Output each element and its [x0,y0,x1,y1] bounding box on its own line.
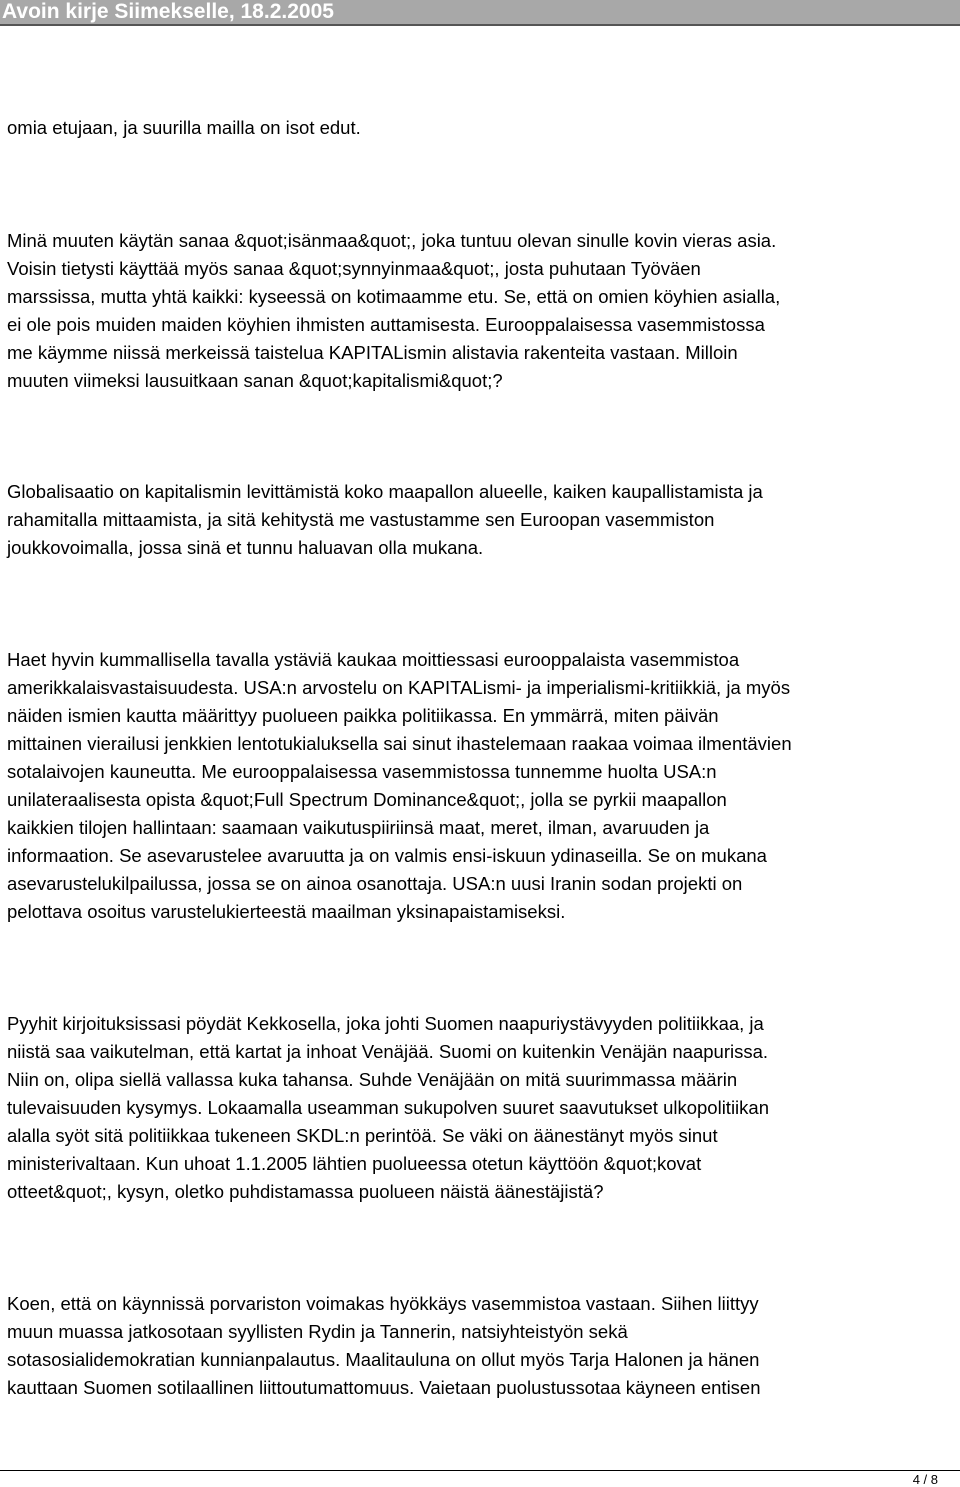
text-line: pelottava osoitus varustelukierteestä maailman yksinapaistamiseksi. [7,901,566,922]
text-line: marssissa, mutta yhtä kaikki: kyseessä on kotimaamme etu. Se, että on omien köyhien asialla, [7,286,781,307]
text-line: otteet&quot;, kysyn, oletko puhdistamassa puolueen näistä äänestäjistä? [7,1181,604,1202]
text-line: Minä muuten käytän sanaa &quot;isänmaa&quot;, joka tuntuu olevan sinulle kovin vieras asia. [7,230,777,251]
text-line: näiden ismien kautta määrittyy puolueen paikka politiikassa. En ymmärrä, miten päivän [7,705,719,726]
text-line: Haet hyvin kummallisella tavalla ystäviä kaukaa moittiessasi eurooppalaista vasemmistoa [7,649,740,670]
paragraph-6 [7,1290,959,1402]
text-line: muun muassa jatkosotaan syyllisten Rydin ja Tannerin, natsiyhteistyön sekä [7,1321,628,1342]
text-line: amerikkalaisvastaisuudesta. USA:n arvostelu on KAPITALismi- ja imperialismi-kritiikkiä, ja myös [7,677,791,698]
text-line: muuten viimeksi lausuitkaan sanan &quot;kapitalismi&quot;? [7,370,503,391]
paragraph-2 [7,227,959,395]
text-line: alalla syöt sitä politiikkaa tukeneen SKDL:n perintöä. Se väki on äänestänyt myös sinut [7,1125,718,1146]
header-divider [0,24,960,26]
paragraph-5 [7,1010,959,1206]
text-line: Pyyhit kirjoituksissasi pöydät Kekkosella, joka johti Suomen naapuriystävyyden politiikkaa, ja [7,1013,764,1034]
text-line: unilateraalisesta opista &quot;Full Spectrum Dominance&quot;, jolla se pyrkii maapallon [7,789,727,810]
paragraph-1 [7,114,959,142]
page-number: 4 / 8 [912,1472,938,1487]
paragraph-3 [7,478,959,562]
text-line: kauttaan Suomen sotilaallinen liittoutumattomuus. Vaietaan puolustussotaa käyneen entisen [7,1377,761,1398]
text-line: kaikkien tilojen hallintaan: saamaan vaikutuspiiriinsä maat, meret, ilman, avaruuden ja [7,817,710,838]
text-line: ministerivaltaan. Kun uhoat 1.1.2005 lähtien puolueessa otetun käyttöön &quot;kovat [7,1153,702,1174]
text-line: tulevaisuuden kysymys. Lokaamalla useamman sukupolven suuret saavutukset ulkopolitiikan [7,1097,769,1118]
page-header [0,0,960,24]
text-line: Globalisaatio on kapitalismin levittämistä koko maapallon alueelle, kaiken kaupallistamista ja [7,481,763,502]
text-line: mittainen vierailusi jenkkien lentotukialuksella sai sinut ihastelemaan raakaa voimaa ilmentävien [7,733,792,754]
text-line: sotalaivojen kauneutta. Me eurooppalaisessa vasemmistossa tunnemme huolta USA:n [7,761,717,782]
text-line: omia etujaan, ja suurilla mailla on isot edut. [7,117,361,138]
paragraph-4 [7,646,959,926]
text-line: joukkovoimalla, jossa sinä et tunnu haluavan olla mukana. [7,537,484,558]
text-line: asevarustelukilpailussa, jossa se on ainoa osanottaja. USA:n uusi Iranin sodan projekti on [7,873,743,894]
text-line: Koen, että on käynnissä porvariston voimakas hyökkäys vasemmistoa vastaan. Siihen liittyy [7,1293,759,1314]
text-line: niistä saa vaikutelman, että kartat ja inhoat Venäjää. Suomi on kuitenkin Venäjän naapurissa. [7,1041,769,1062]
text-line: Voisin tietysti käyttää myös sanaa &quot;synnyinmaa&quot;, josta puhutaan Työväen [7,258,701,279]
text-line: me käymme niissä merkeissä taistelua KAPITALismin alistavia rakenteita vastaan. Milloin [7,342,738,363]
text-line: informaation. Se asevarustelee avaruutta ja on valmis ensi-iskuun ydinaseilla. Se on mukana [7,845,767,866]
text-line: Niin on, olipa siellä vallassa kuka tahansa. Suhde Venäjään on mitä suurimmassa määrin [7,1069,738,1090]
text-line: ei ole pois muiden maiden köyhien ihmisten auttamisesta. Eurooppalaisessa vasemmistossa [7,314,765,335]
footer-divider [0,1470,960,1471]
document-title: Avoin kirje Siimekselle, 18.2.2005 [2,0,334,23]
text-line: sotasosialidemokratian kunnianpalautus. Maalitauluna on ollut myös Tarja Halonen ja hänen [7,1349,760,1370]
text-line: rahamitalla mittaamista, ja sitä kehitystä me vastustamme sen Euroopan vasemmiston [7,509,715,530]
